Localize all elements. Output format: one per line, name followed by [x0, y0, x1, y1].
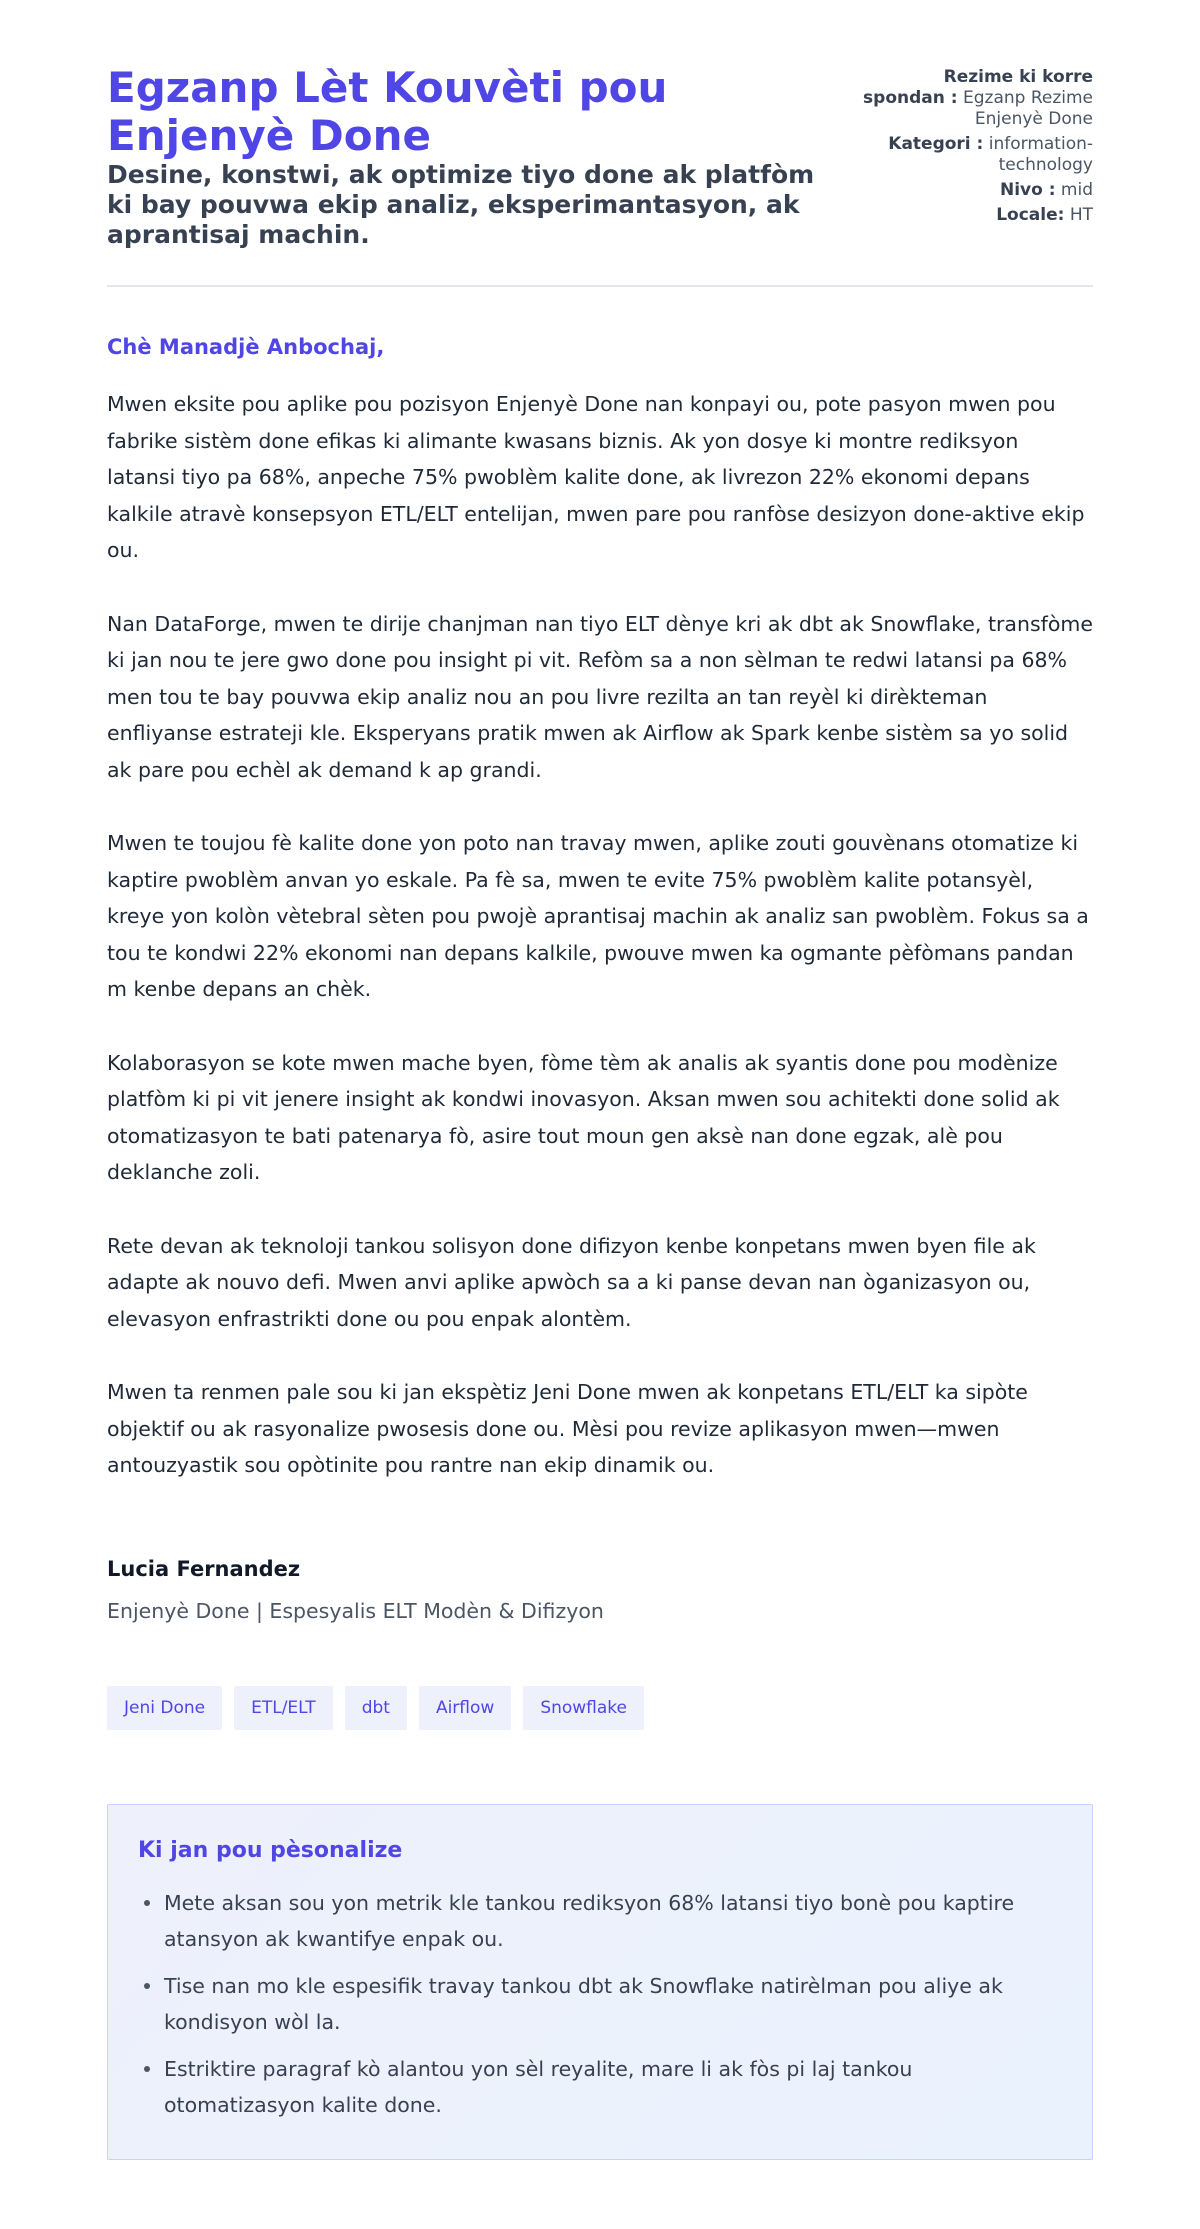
- body-paragraph: Mwen eksite pou aplike pou pozisyon Enjenyè Done nan konpayi ou, pote pasyon mwen pou fabrike sistèm done efikas ki alimante kwasans biznis. Ak yon dosye ki montre rediksyon latansi tiyo pa 68%, anpeche 75% pwoblèm kalite done, ak livrezon 22% ekonomi depans kalkile atravè konsepsyon ETL/ELT entelijan, mwen pare pou ranfòse desizyon done-aktive ekip ou.: [107, 392, 1085, 562]
- letter-header: [107, 0, 1093, 287]
- skill-tag: Jeni Done: [107, 1686, 222, 1730]
- body-paragraph: Kolaborasyon se kote mwen mache byen, fòme tèm ak analis ak syantis done pou modènize platfòm ki pi vit jenere insight ak kondwi inovasyon. Aksan mwen sou achitekti done solid ak otomatizasyon te bati patenarya fò, asire tout moun gen aksè nan done egzak, alè pou deklanche zoli.: [107, 1050, 1060, 1184]
- meta-summary-value: Egzanp Rezime Enjenyè Done: [962, 88, 1093, 129]
- meta-category: [863, 134, 1093, 176]
- meta-summary: [863, 67, 1093, 130]
- meta-panel: [863, 67, 1093, 230]
- meta-level: [863, 180, 1093, 201]
- skill-tag: Airflow: [419, 1686, 511, 1730]
- customization-tips: [107, 1804, 1093, 2160]
- page-title: Egzanp Lèt Kouvèti pou Enjenyè Done: [107, 63, 668, 160]
- tips-list: [138, 1885, 1062, 2123]
- signature-name: Lucia Fernandez: [107, 1557, 301, 1581]
- meta-category-label: Kategori :: [888, 134, 984, 154]
- skill-tags: [107, 1686, 644, 1730]
- tip-item: Tise nan mo kle espesifik travay tankou dbt ak Snowflake natirèlman pou aliye ak kondisyon wòl la.: [164, 1968, 1062, 2040]
- tip-item: Estriktire paragraf kò alantou yon sèl reyalite, mare li ak fòs pi laj tankou otomatizasyon kalite done.: [164, 2051, 1062, 2123]
- body-paragraph: Nan DataForge, mwen te dirije chanjman nan tiyo ELT dènye kri ak dbt ak Snowflake, transfòme ki jan nou te jere gwo done pou insight pi vit. Refòm sa a non sèlman te redwi latansi pa 68% men tou te bay pouvwa ekip analiz nou an pou livre rezilta an tan reyèl ki dirèkteman enfliyanse estrateji kle. Eksperyans pratik mwen ak Airflow ak Spark kenbe sistèm sa yo solid ak pare pou echèl ak demand k ap grandi.: [107, 611, 1093, 782]
- salutation: Chè Manadjè Anbochaj,: [107, 335, 385, 359]
- meta-locale: [863, 205, 1093, 226]
- title-block: [107, 64, 847, 250]
- meta-level-label: Nivo :: [999, 180, 1056, 200]
- body-paragraph: Rete devan ak teknoloji tankou solisyon done difizyon kenbe konpetans mwen byen file ak adapte ak nouvo defi. Mwen anvi aplike apwòch sa a ki panse devan nan òganizasyon ou, elevasyon enfrastrikti done ou pou enpak alontèm.: [107, 1233, 1036, 1331]
- skill-tag: Snowflake: [523, 1686, 644, 1730]
- meta-summary-label: Rezime ki korre spondan :: [863, 67, 1093, 108]
- skill-tag: dbt: [345, 1686, 407, 1730]
- meta-locale-label: Locale:: [996, 205, 1065, 225]
- meta-locale-value: HT: [1069, 205, 1093, 225]
- tip-item: Mete aksan sou yon metrik kle tankou rediksyon 68% latansi tiyo bonè pou kaptire atansyon ak kwantifye enpak ou.: [164, 1885, 1062, 1957]
- skill-tag: ETL/ELT: [234, 1686, 333, 1730]
- body-paragraph: Mwen te toujou fè kalite done yon poto nan travay mwen, aplike zouti gouvènans otomatize ki kaptire pwoblèm anvan yo eskale. Pa fè sa, mwen te evite 75% pwoblèm kalite potansyèl, kreye yon kolòn vètebral sèten pou pwojè aprantisaj machin ak analiz san pwoblèm. Fokus sa a tou te kondwi 22% ekonomi nan depans kalkile, pwouve mwen ka ogmante pèfòmans pandan m kenbe depans an chèk.: [107, 831, 1089, 1001]
- page-subtitle: Desine, konstwi, ak optimize tiyo done ak platfòm ki bay pouvwa ekip analiz, eksperimantasyon, ak aprantisaj machin.: [107, 160, 815, 249]
- letter-body: [107, 386, 1093, 1521]
- tips-title: Ki jan pou pèsonalize: [138, 1838, 403, 1863]
- meta-category-value: information-technology: [988, 134, 1093, 175]
- body-paragraph: Mwen ta renmen pale sou ki jan ekspètiz Jeni Done mwen ak konpetans ETL/ELT ka sipòte objektif ou ak rasyonalize pwosesis done ou. Mèsi pou revize aplikasyon mwen—mwen antouzyastik sou opòtinite pou rantre nan ekip dinamik ou.: [107, 1380, 1028, 1477]
- signature-role: Enjenyè Done | Espesyalis ELT Modèn & Difizyon: [107, 1599, 604, 1623]
- meta-level-value: mid: [1060, 180, 1093, 200]
